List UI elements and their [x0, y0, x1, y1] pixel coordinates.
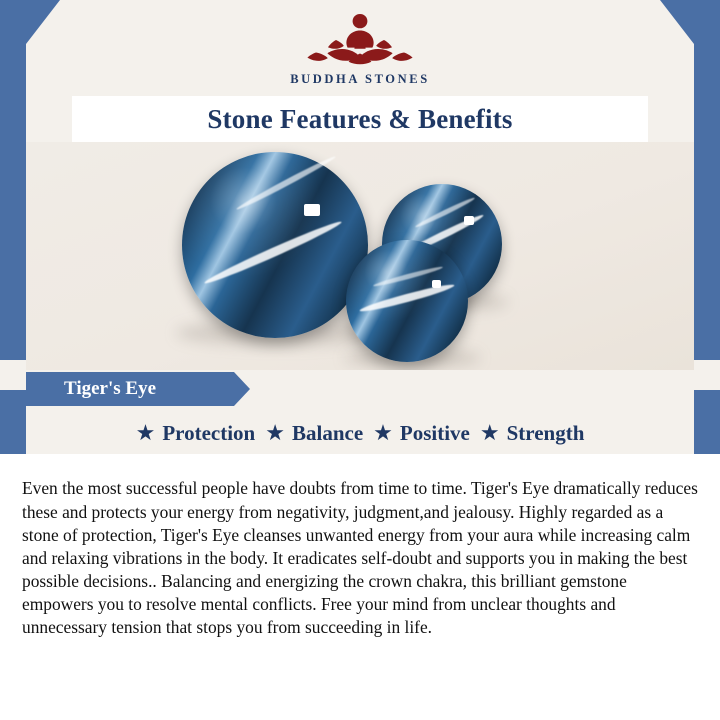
benefit-label: Balance [291, 420, 364, 445]
benefit-item-positive [373, 421, 470, 446]
star-icon: ★ [479, 420, 500, 445]
product-photo [26, 142, 694, 370]
specular-highlight [464, 216, 474, 225]
benefit-item-strength [480, 421, 585, 446]
benefit-label: Strength [506, 420, 585, 445]
gemstone-sphere-small [346, 240, 468, 362]
page-title-text: Stone Features & Benefits [207, 103, 513, 134]
star-icon: ★ [265, 420, 285, 445]
stone-name-label: Tiger's Eye [64, 378, 157, 399]
gemstone-sphere-large [182, 152, 368, 338]
benefit-item-protection [136, 421, 256, 446]
lotus-meditation-icon [296, 8, 424, 70]
benefit-label: Positive [399, 420, 470, 445]
benefit-label: Protection [162, 420, 256, 445]
star-icon: ★ [373, 420, 393, 445]
specular-highlight [304, 204, 320, 216]
description-panel [0, 454, 720, 720]
brand-logo [0, 8, 720, 87]
chatoyant-streak [235, 154, 337, 212]
brand-name: BUDDHA STONES [290, 72, 430, 86]
description-text: Even the most successful people have doubts from time to time. Tiger's Eye dramatically reduces these and protects your energy from negativity, judgment,and jealousy. Highly regarded as a stone of protection, Tiger's Eye cleanses unwanted energy from your aura while increasing calm and relaxing vibrations in the body. It eradicates self-doubt and supports you in making the best possible decisions.. Balancing and energizing the crown chakra, this brilliant gemstone empowers you to resolve mental conflicts. Free your mind from unclear thoughts and unnecessary tension that stops you from succeeding in life. [22, 478, 698, 638]
benefits-list [26, 412, 694, 454]
specular-highlight [432, 280, 441, 288]
benefit-item-balance [265, 421, 363, 446]
star-icon: ★ [135, 420, 156, 445]
chatoyant-streak [203, 218, 344, 287]
page-title [72, 96, 648, 142]
stone-name-tag [26, 372, 234, 406]
